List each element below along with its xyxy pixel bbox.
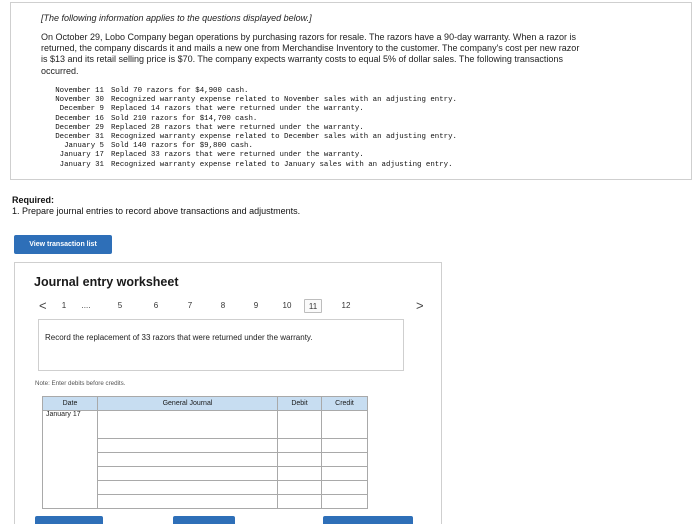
transaction-text: Sold 210 razors for $14,700 cash.: [111, 114, 258, 123]
page-5[interactable]: 5: [117, 301, 123, 310]
required-heading: Required:: [12, 195, 55, 205]
prev-arrow-icon[interactable]: <: [39, 298, 47, 313]
account-cell[interactable]: [98, 453, 278, 467]
account-cell[interactable]: [98, 467, 278, 481]
credit-cell[interactable]: [322, 481, 368, 495]
transaction-text: Sold 70 razors for $4,900 cash.: [111, 87, 249, 95]
scenario-paragraph: On October 29, Lobo Company began operations by purchasing razors for resale. The razors have a 90-day warranty. When a razor is returned, the company discards it and mails a new one from Merchandise Inventory to the customer. The company's cost per new razor is $13 and its retail selling price is $70. The company expects warranty costs to equal 5% of dollar sales. The following transactions occurred.: [41, 32, 580, 76]
info-panel: [10, 2, 692, 180]
transaction-date: December 16: [55, 114, 104, 123]
transaction-text: Recognized warranty expense related to November sales with an adjusting entry.: [111, 96, 457, 105]
transaction-date: January 5: [64, 142, 104, 151]
col-general-journal: General Journal: [98, 397, 278, 411]
transaction-row: [41, 151, 457, 160]
table-row: [43, 411, 368, 439]
view-general-journal-button[interactable]: [323, 516, 413, 524]
transaction-date: December 9: [59, 105, 104, 114]
transaction-row: [41, 142, 457, 151]
page-12[interactable]: 12: [341, 301, 351, 310]
debit-cell[interactable]: [278, 495, 322, 509]
journal-table: [42, 396, 368, 509]
account-cell[interactable]: [98, 411, 278, 439]
debit-cell[interactable]: [278, 467, 322, 481]
page-1[interactable]: 1: [61, 301, 67, 310]
account-cell[interactable]: [98, 439, 278, 453]
credit-cell[interactable]: [322, 467, 368, 481]
credit-cell[interactable]: [322, 411, 368, 439]
page-7[interactable]: 7: [187, 301, 193, 310]
transaction-text: Replaced 33 razors that were returned under the warranty.: [111, 151, 364, 160]
transaction-row: [41, 161, 457, 170]
credit-cell[interactable]: [322, 439, 368, 453]
col-date: Date: [43, 397, 98, 411]
account-cell[interactable]: [98, 495, 278, 509]
debit-cell[interactable]: [278, 453, 322, 467]
transaction-row: [41, 124, 457, 133]
transaction-text: Recognized warranty expense related to December sales with an adjusting entry.: [111, 133, 457, 142]
transaction-date: December 31: [55, 133, 104, 142]
transaction-date: November 11: [55, 87, 104, 95]
next-arrow-icon[interactable]: >: [416, 298, 424, 313]
date-cell[interactable]: January 17: [43, 411, 98, 509]
debit-cell[interactable]: [278, 481, 322, 495]
transaction-row: [41, 105, 457, 114]
transaction-text: Recognized warranty expense related to January sales with an adjusting entry.: [111, 160, 453, 169]
instruction-box: [38, 319, 404, 371]
journal-entry-worksheet: [14, 262, 442, 524]
transaction-text: Sold 140 razors for $9,800 cash.: [111, 142, 253, 151]
transaction-row: [41, 87, 457, 96]
debits-note: Note: Enter debits before credits.: [35, 380, 126, 387]
record-entry-button[interactable]: [35, 516, 103, 524]
page-11-active[interactable]: 11: [304, 299, 322, 313]
page-ellipsis: ....: [81, 301, 91, 310]
page-10[interactable]: 10: [282, 301, 292, 310]
credit-cell[interactable]: [322, 495, 368, 509]
transaction-row: [41, 115, 457, 124]
col-credit: Credit: [322, 397, 368, 411]
transaction-text: Replaced 14 razors that were returned under the warranty.: [111, 105, 364, 114]
debit-cell[interactable]: [278, 411, 322, 439]
account-cell[interactable]: [98, 481, 278, 495]
view-transaction-list-button[interactable]: View transaction list: [14, 235, 112, 254]
page-6[interactable]: 6: [153, 301, 159, 310]
transaction-list: [41, 87, 457, 170]
page-9[interactable]: 9: [253, 301, 259, 310]
transaction-row: [41, 96, 457, 105]
required-item: 1. Prepare journal entries to record above transactions and adjustments.: [12, 206, 301, 216]
transaction-date: November 30: [55, 96, 104, 105]
transaction-row: [41, 133, 457, 142]
intro-note: [The following information applies to the questions displayed below.]: [41, 13, 312, 23]
page-navigator: [31, 297, 427, 315]
transaction-date: December 29: [55, 123, 104, 132]
transaction-date: January 17: [59, 151, 104, 160]
debit-cell[interactable]: [278, 439, 322, 453]
transaction-text: Replaced 28 razors that were returned under the warranty.: [111, 123, 364, 132]
clear-entry-button[interactable]: [173, 516, 235, 524]
page-8[interactable]: 8: [220, 301, 226, 310]
transaction-date: January 31: [59, 160, 104, 169]
credit-cell[interactable]: [322, 453, 368, 467]
col-debit: Debit: [278, 397, 322, 411]
instruction-text: Record the replacement of 33 razors that were returned under the warranty.: [45, 333, 313, 342]
worksheet-title: Journal entry worksheet: [34, 275, 179, 289]
